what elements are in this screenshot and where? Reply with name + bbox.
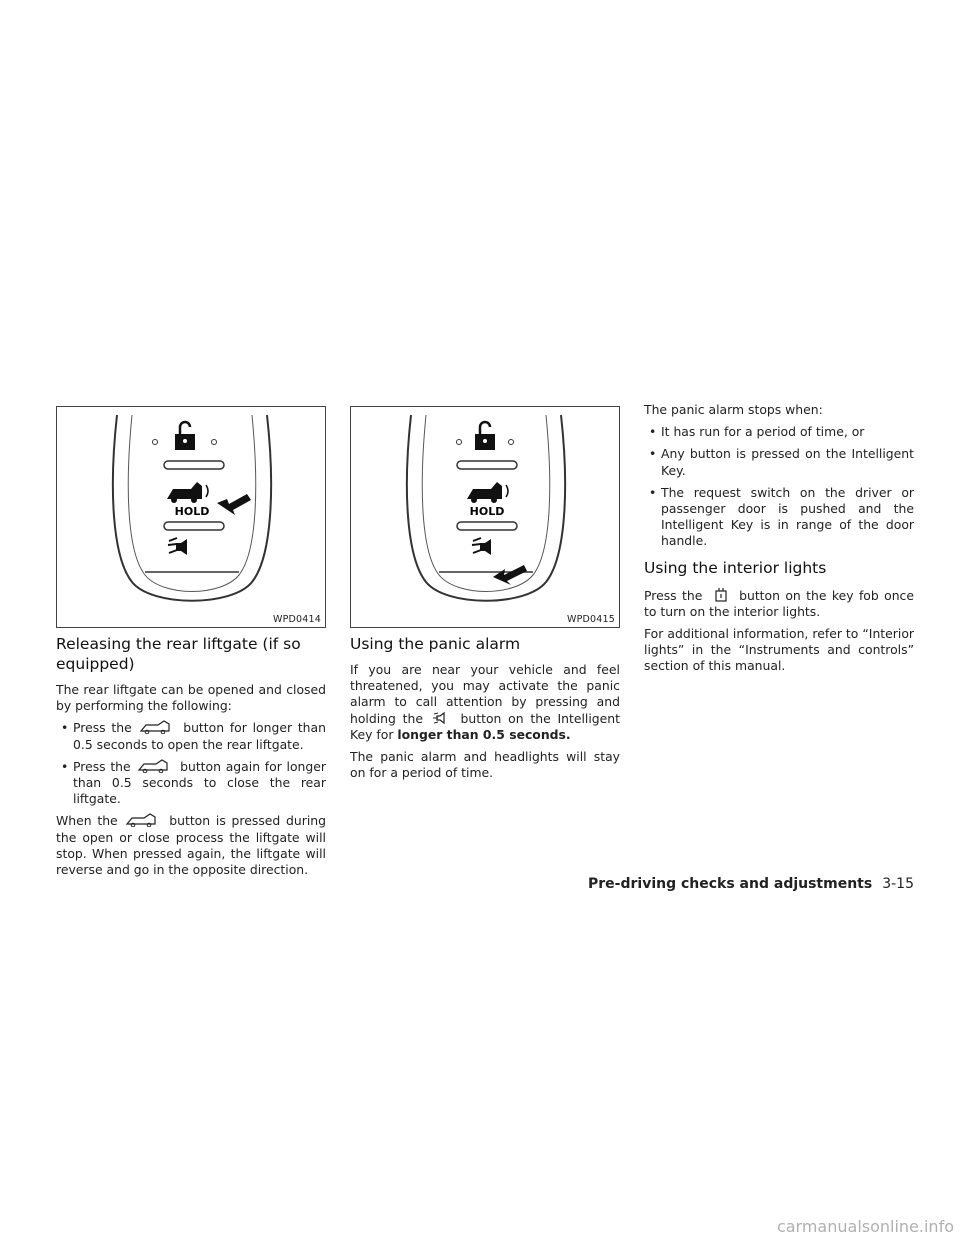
panic-icon [472,538,491,555]
duration-emphasis: longer than 0.5 seconds. [397,726,571,742]
figure-code: WPD0414 [272,614,321,625]
figure-key-fob-liftgate [56,406,326,628]
bullet-stop-1: • It has run for a period of time, or [644,424,914,440]
hold-label: HOLD [469,505,505,518]
column-panic-alarm [350,634,620,787]
bullet-text-post: button again for longer than 0.5 seconds to close the rear liftgate. [73,758,326,807]
column-liftgate [56,634,326,884]
bullet-text-pre: Press the [73,720,132,736]
column-panic-stop [644,402,914,681]
paragraph-text-post: button on the key fob once to turn on the interior lights. [644,587,914,619]
paragraph-interior [644,586,914,620]
paragraph-text-post: button on the Intelligent Key for [350,710,620,742]
section-heading-panic: Using the panic alarm [350,635,521,653]
paragraph-panic [350,662,620,743]
liftgate-icon [467,482,508,503]
key-fob-illustration [57,407,325,627]
paragraph-text-pre: When the [56,813,118,829]
bullet-close [56,759,326,808]
paragraph-intro [56,682,326,714]
paragraph-stop-intro: The panic alarm stops when: [644,402,823,417]
figure-key-fob-panic [350,406,620,628]
liftgate-icon [125,813,161,827]
arrow-icon [493,565,527,585]
liftgate-icon [167,482,208,503]
watermark: carmanualsonline.info [776,1217,954,1236]
section-heading-interior-lights: Using the interior lights [644,558,827,577]
bullet-stop-3: • The request switch on the driver or passenger door is pushed and the Intelligent Key is in range of the door handle. [644,485,914,550]
paragraph-text-pre: If you are near your vehicle and feel threatened, you may activate the panic alarm to call attention by pressing and holding the [350,662,620,726]
bullet-text-post: button for longer than 0.5 seconds to open the rear liftgate. [73,720,326,752]
bullet-text-pre: Press the [73,758,131,774]
figure-code: WPD0415 [566,614,615,625]
footer-section-title: Pre-driving checks and adjustments [588,876,873,892]
hold-label: HOLD [174,505,210,518]
paragraph-panic-duration: The panic alarm and headlights will stay on for a period of time. [350,749,620,781]
section-heading-liftgate: Releasing the rear liftgate (if so equipped) [56,635,301,673]
paragraph-text-pre: Press the [644,587,703,603]
interior-light-icon [710,586,732,602]
paragraph-text-post: button is pressed during the open or close process the liftgate will stop. When pressed again, the liftgate will reverse and go in the opposite direction. [56,813,326,878]
unlock-icon [175,422,195,450]
liftgate-icon [137,759,173,773]
unlock-icon [475,422,495,450]
bullet-open [56,720,326,752]
page-number: 3-15 [882,876,914,892]
arrow-icon [217,494,251,515]
panic-icon [432,711,452,725]
intro-text: The rear liftgate can be opened and closed by performing the following: [56,682,326,714]
bullet-stop-2: • Any button is pressed on the Intelligent Key. [644,446,914,478]
liftgate-icon [139,720,175,734]
paragraph-reverse [56,813,326,878]
page-footer [588,876,914,892]
panic-icon [168,538,187,555]
key-fob-illustration [351,407,619,627]
paragraph-reference: For additional information, refer to “Interior lights” in the “Instruments and controls” section of this manual. [644,626,914,674]
